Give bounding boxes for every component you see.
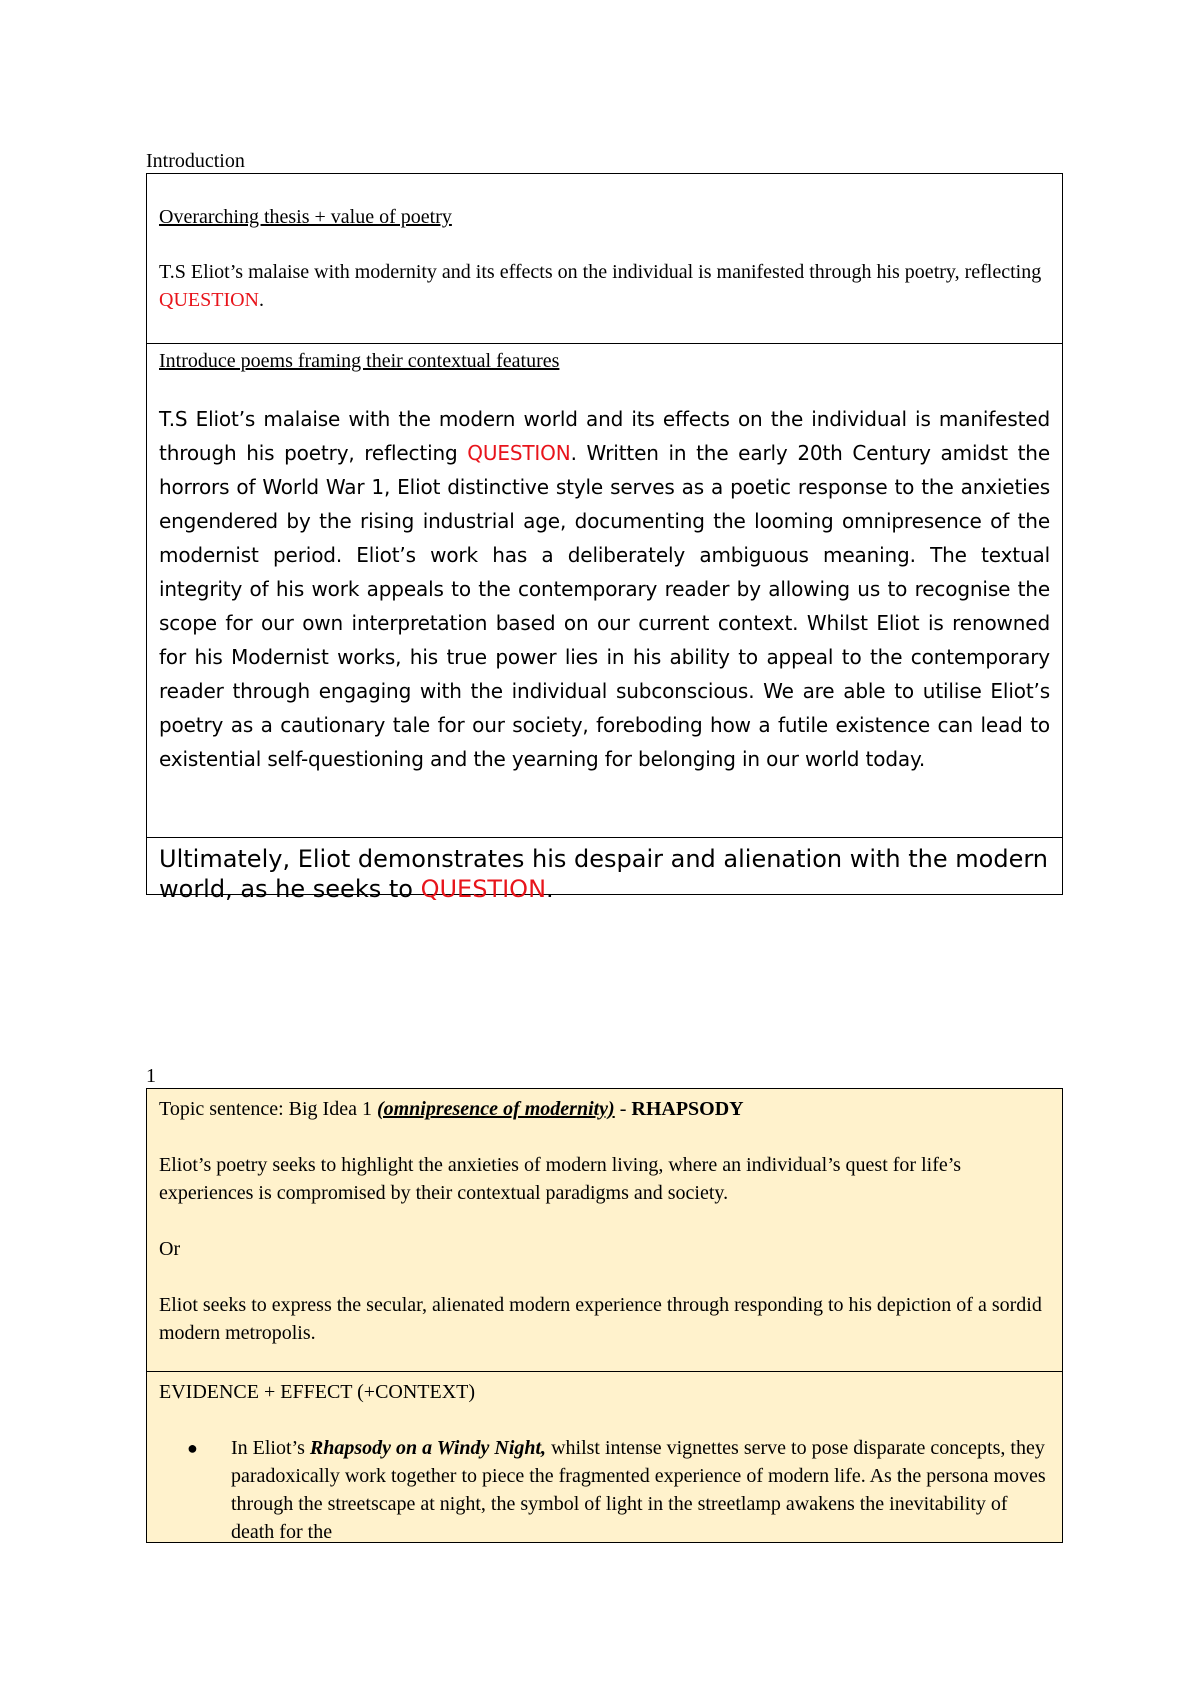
topic-idea: (omnipresence of modernity) [376,1098,615,1120]
thesis-cell [147,174,1062,344]
topic-sentence [159,1095,1050,1123]
conclusion-end: . [546,875,554,903]
thesis-question: QUESTION [159,289,259,311]
thesis-label: Overarching thesis + value of poetry [159,206,452,228]
option-2: Eliot seeks to express the secular, alienated modern experience through responding to his depiction of a sordid modern metropolis. [159,1294,1042,1344]
bullet-body: whilst intense vignettes serve to pose disparate concepts, they paradoxically work together to piece the fragmented experience of modern life. As the persona moves through the streetscape at night, the symbol of light in the streetlamp awakens the inevitability of death for the [231,1437,1046,1543]
intro-table [146,173,1063,903]
section-1-table [146,1088,1063,1543]
bullet-text [231,1434,1050,1543]
evidence-bullet [159,1434,1050,1543]
context-text-1: T.S Eliot’s malaise with the modern world and its effects on the individual is manifested through his poetry, reflecting [159,407,1050,465]
topic-cell [147,1089,1062,1372]
context-label: Introduce poems framing their contextual features [159,350,560,372]
topic-prefix: Topic sentence: Big Idea 1 [159,1098,377,1120]
conclusion-text: Ultimately, Eliot demonstrates his despair and alienation with the modern world, as he seeks to [159,845,1049,903]
topic-dash: - [614,1098,632,1120]
intro-heading: Introduction [146,150,245,172]
conclusion-cell [147,838,1062,903]
thesis-end: . [259,289,264,311]
option-1: Eliot’s poetry seeks to highlight the anxieties of modern living, where an individual’s quest for life’s experiences is compromised by their contextual paradigms and society. [159,1154,962,1204]
context-text-2: . Written in the early 20th Century amidst the horrors of World War 1, Eliot distinctive style serves as a poetic response to the anxieties engendered by the rising industrial age, documenting the looming omnipresence of the modernist period. Eliot’s work has a deliberately ambiguous meaning. The textual integrity of his work appeals to the contemporary reader by allowing us to recognise the scope for our own interpretation based on our current context. Whilst Eliot is renowned for his Modernist works, his true power lies in his ability to appeal to the contemporary reader through engaging with the individual subconscious. We are able to utilise Eliot’s poetry as a cautionary tale for our society, foreboding how a futile existence can lead to existential self-questioning and the yearning for belonging in our world today. [159,441,1050,771]
evidence-cell [147,1372,1062,1542]
bullet-poem-title: Rhapsody on a Windy Night, [309,1437,547,1459]
conclusion-question: QUESTION [420,875,547,903]
thesis-paragraph [159,258,1050,314]
context-question: QUESTION [467,441,571,465]
bullet-dot-icon: ● [187,1438,198,1458]
thesis-text: T.S Eliot’s malaise with modernity and its effects on the individual is manifested through his poetry, reflecting [159,261,1042,283]
evidence-label: EVIDENCE + EFFECT (+CONTEXT) [159,1381,476,1403]
context-cell [147,344,1062,838]
topic-poem: RHAPSODY [631,1098,744,1120]
context-paragraph [159,402,1050,776]
section-1-number: 1 [146,1065,156,1087]
bullet-prefix: In Eliot’s [231,1437,310,1459]
or-label: Or [159,1238,181,1260]
